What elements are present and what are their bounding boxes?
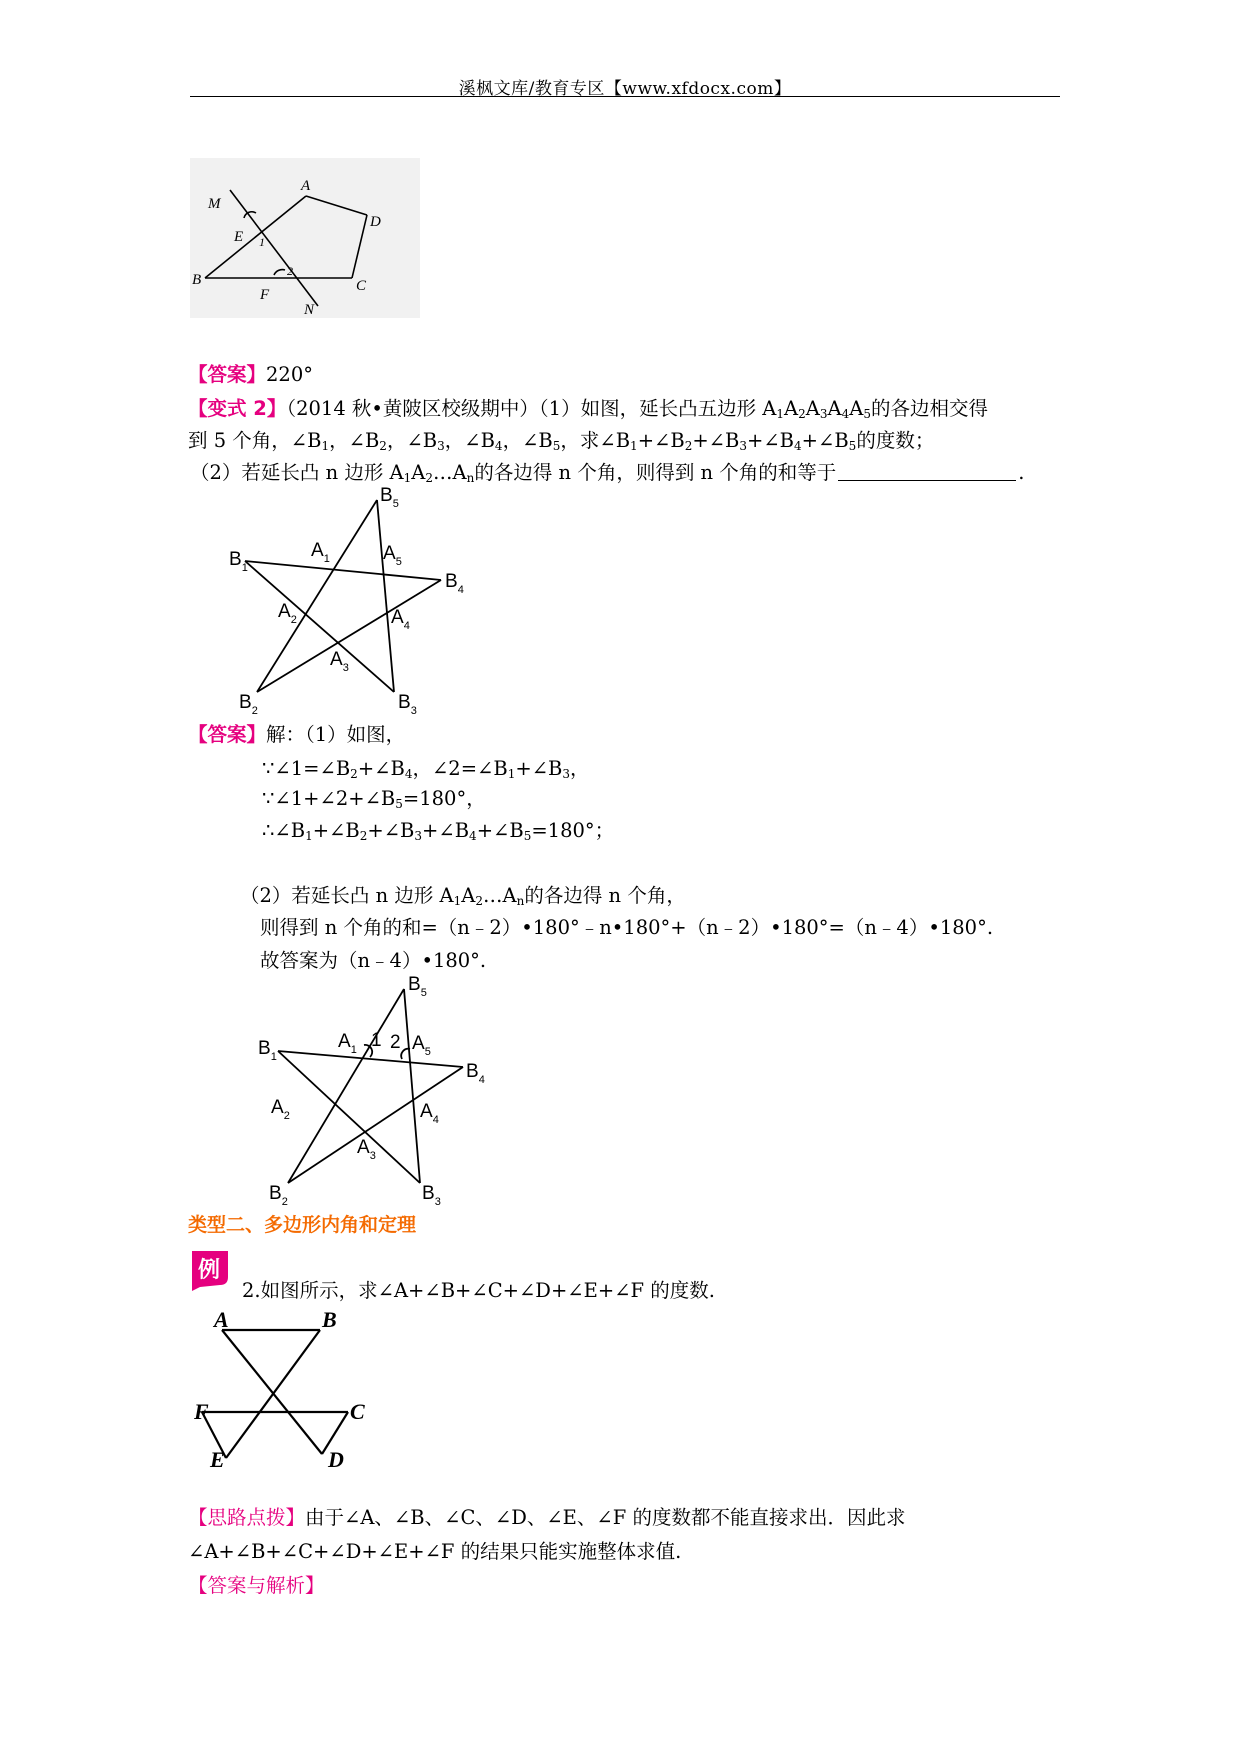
label-angle-2: 2 xyxy=(287,264,293,278)
answer-2-step-3: $\therefore\angle B_1+\angle B_2+\angle B_3+\angle B_4+\angle B_5=180^\circ$； xyxy=(262,819,615,843)
answer-2-part2-line-2: 则得到 n 个角的和=（n﹣2）•180°﹣n•180°+（n﹣2）•180°=（n﹣4）•180°. xyxy=(260,916,994,939)
example-2-question: 2.如图所示，求∠A+∠B+∠C+∠D+∠E+∠F 的度数. xyxy=(242,1279,715,1302)
label-A1: $A_1$ xyxy=(311,540,330,565)
label-D: D xyxy=(328,1447,344,1472)
star-figure-2 xyxy=(252,975,502,1205)
label-A3: $A_3$ xyxy=(330,649,349,674)
variant-2-line-1: 【变式 2】（2014 秋•黄陂区校级期中）（1）如图，延长凸五边形 $A_1A_2A_3A_4A_5$的各边相交得 xyxy=(188,397,988,421)
variant-tag: 【变式 2】 xyxy=(188,397,287,420)
label-A2: $A_2$ xyxy=(271,1097,290,1122)
label-A3: $A_3$ xyxy=(357,1137,376,1162)
label-A: A xyxy=(214,1307,229,1332)
label-B1: $B_1$ xyxy=(229,549,248,574)
answer-2-intro: 【答案】解：（1）如图， xyxy=(188,723,406,746)
label-E: E xyxy=(234,229,244,245)
label-A2: $A_2$ xyxy=(278,601,297,626)
label-D: D xyxy=(370,214,381,230)
hint-line-1: 【思路点拨】由于∠A、∠B、∠C、∠D、∠E、∠F 的度数都不能直接求出．因此求 xyxy=(188,1506,906,1529)
answer-2-step-1: $\because\angle 1=\angle B_2+\angle B_4$，$\angle 2=\angle B_1+\angle B_3$， xyxy=(262,757,590,781)
variant-2-line-2: 到 5 个角，$\angle B_1$，$\angle B_2$，$\angle B_3$，$\angle B_4$，$\angle B_5$，求$\angle B_1+\angle B_2+\angle B_3+\angle B_4+\angle B_5$的度数； xyxy=(188,429,935,453)
label-B: B xyxy=(192,272,202,288)
label-A4: $A_4$ xyxy=(420,1101,439,1126)
answer-tag: 【答案】 xyxy=(188,363,267,386)
label-B2: $B_2$ xyxy=(239,692,258,715)
hexagram-figure xyxy=(190,1302,380,1472)
label-A5: $A_5$ xyxy=(383,543,402,568)
header-divider xyxy=(190,96,1060,97)
label-B2: $B_2$ xyxy=(269,1183,288,1205)
label-angle-2: 2 xyxy=(390,1032,401,1053)
hint-line-2: ∠A+∠B+∠C+∠D+∠E+∠F 的结果只能实施整体求值. xyxy=(188,1540,682,1563)
hint-tag: 【思路点拨】 xyxy=(188,1506,306,1529)
label-F: F xyxy=(194,1399,209,1424)
label-B4: $B_4$ xyxy=(466,1061,485,1086)
answer-value: 220° xyxy=(266,363,313,386)
label-E: E xyxy=(210,1447,225,1472)
pentagon-figure xyxy=(190,158,420,318)
label-B: B xyxy=(322,1307,337,1332)
svg-text:例: 例 xyxy=(198,1257,221,1282)
label-N: N xyxy=(304,302,315,318)
label-B4: $B_4$ xyxy=(445,571,464,596)
answer-2-part2-line-1: （2）若延长凸 n 边形 $A_1A_2\dots A_n$的各边得 n 个角， xyxy=(240,884,686,908)
label-F: F xyxy=(260,287,270,303)
section-2-title: 类型二、多边形内角和定理 xyxy=(188,1214,417,1236)
answer-blank xyxy=(838,462,1016,481)
answer-analysis-tag: 【答案与解析】 xyxy=(188,1574,325,1597)
label-B3: $B_3$ xyxy=(398,692,417,715)
label-angle-1: 1 xyxy=(259,235,265,249)
label-C: C xyxy=(350,1399,365,1424)
label-angle-1: 1 xyxy=(371,1030,382,1051)
label-A5: $A_5$ xyxy=(412,1033,431,1058)
label-C: C xyxy=(356,278,367,294)
answer-2-part2-line-3: 故答案为（n﹣4）•180°. xyxy=(260,949,487,972)
answer-2-step-2: $\because\angle 1+\angle 2+\angle B_5=180^\circ$， xyxy=(262,787,486,811)
label-B3: $B_3$ xyxy=(422,1183,441,1205)
answer-1 xyxy=(188,362,313,388)
label-B5: $B_5$ xyxy=(380,485,399,510)
label-B1: $B_1$ xyxy=(258,1038,277,1063)
answer-tag: 【答案】 xyxy=(188,723,267,746)
label-B5: $B_5$ xyxy=(408,975,427,999)
label-A: A xyxy=(301,178,311,194)
label-A4: $A_4$ xyxy=(391,607,410,632)
page-header: 溪枫文库/教育专区【www.xfdocx.com】 xyxy=(458,79,792,99)
label-A1: $A_1$ xyxy=(338,1031,357,1056)
example-badge-icon xyxy=(188,1247,232,1291)
label-M: M xyxy=(208,196,221,212)
variant-2-line-3: （2）若延长凸 n 边形 $A_1A_2\dots A_n$的各边得 n 个角，则得到 n 个角的和等于 . xyxy=(190,461,1025,485)
star-figure-1 xyxy=(226,485,476,715)
